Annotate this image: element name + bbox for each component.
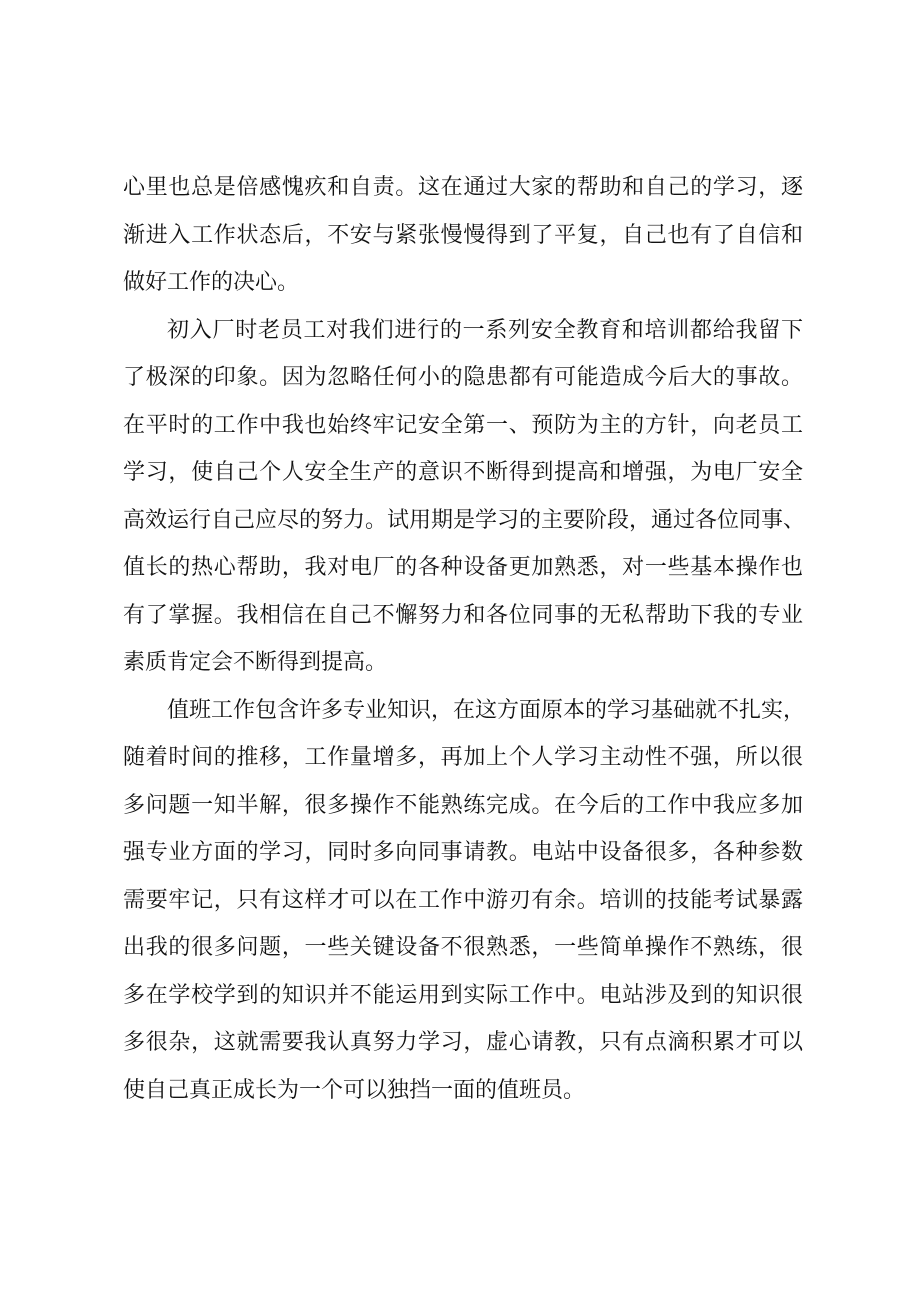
text-line: 做好工作的决心。 bbox=[123, 270, 300, 295]
text-line: 值长的热心帮助，我对电厂的各种设备更加熟悉，对一些基本操作也 bbox=[123, 555, 803, 580]
text-line: 多很杂，这就需要我认真努力学习，虚心请教，只有点滴积累才可以 bbox=[123, 1030, 803, 1055]
paragraph-2 bbox=[123, 307, 806, 687]
paragraph-3 bbox=[123, 687, 806, 1115]
text-line: 使自己真正成长为一个可以独挡一面的值班员。 bbox=[123, 1077, 586, 1103]
text-line: 有了掌握。我相信在自己不懈努力和各位同事的无私帮助下我的专业 bbox=[123, 602, 803, 628]
text-line: 多问题一知半解，很多操作不能熟练完成。在今后的工作中我应多加 bbox=[123, 792, 803, 818]
text-line: 在平时的工作中我也始终牢记安全第一、预防为主的方针，向老员工 bbox=[123, 412, 803, 438]
text-line: 随着时间的推移，工作量增多，再加上个人学习主动性不强，所以很 bbox=[123, 745, 803, 770]
document-body bbox=[123, 164, 806, 1114]
text-line: 心里也总是倍感愧疚和自责。这在通过大家的帮助和自己的学习，逐 bbox=[123, 175, 803, 200]
text-line: 强专业方面的学习，同时多向同事请教。电站中设备很多，各种参数 bbox=[123, 840, 803, 865]
paragraph-1 bbox=[123, 164, 803, 307]
text-line: 出我的很多问题，一些关键设备不很熟悉，一些简单操作不熟练，很 bbox=[123, 935, 803, 960]
text-line: 高效运行自己应尽的努力。试用期是学习的主要阶段，通过各位同事、 bbox=[123, 507, 806, 533]
text-line: 值班工作包含许多专业知识，在这方面原本的学习基础就不扎实， bbox=[167, 697, 806, 723]
text-line: 了极深的印象。因为忽略任何小的隐患都有可能造成今后大的事故。 bbox=[123, 365, 803, 390]
text-line: 初入厂时老员工对我们进行的一系列安全教育和培训都给我留下 bbox=[167, 317, 803, 343]
text-line: 多在学校学到的知识并不能运用到实际工作中。电站涉及到的知识很 bbox=[123, 982, 803, 1008]
text-line: 素质肯定会不断得到提高。 bbox=[123, 650, 388, 675]
text-line: 需要牢记，只有这样才可以在工作中游刃有余。培训的技能考试暴露 bbox=[123, 887, 803, 913]
text-line: 渐进入工作状态后，不安与紧张慢慢得到了平复，自己也有了自信和 bbox=[123, 222, 803, 248]
text-line: 学习，使自己个人安全生产的意识不断得到提高和增强，为电厂安全 bbox=[123, 460, 803, 485]
